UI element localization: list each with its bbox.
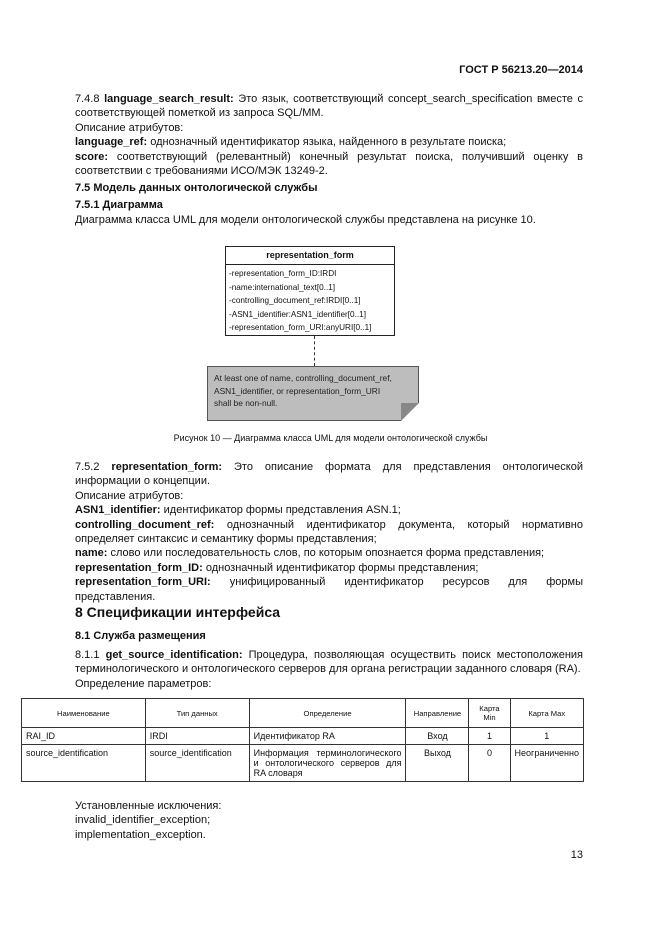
uml-attribute: -representation_form_ID:IRDI [229,269,337,278]
clause-number: 7.4.8 [75,93,105,105]
table-row [22,745,584,782]
page-number: 13 [570,849,583,861]
column-header: Наименование [22,699,146,728]
table-cell: Идентификатор RA [249,728,406,745]
uml-note-line: At least one of name, controlling_document_ref, [214,373,392,383]
attr-text: соответствующий (релевантный) конечный результат поиска, получивший оценку в соответствии с требованиями ИСО/МЭК 13249-2. [75,150,583,178]
attr-text: унифицированный идентификатор ресурсов для формы представления. [75,576,583,603]
column-header: Карта Min [469,699,510,728]
paragraph-7-5-1: Диаграмма класса UML для модели онтологической службы представлена на рисунке 10. [75,214,536,226]
table-cell: RAI_ID [22,728,146,745]
uml-note [207,366,419,421]
column-header: Определение [249,699,406,728]
attrs-heading: Описание атрибутов: [75,489,184,502]
clause-text: Это язык, соответствующий concept_search_specification вместе с соответствующей пометкой из запроса SQL/MM. [75,93,583,120]
exception-item: implementation_exception. [75,828,206,841]
attr-term: score: [75,150,109,163]
table-cell: Информация терминологического и онтологического серверов для RA словаря [249,745,406,782]
paragraph-8-1-1 [75,648,583,691]
section-title-7-5-1: 7.5.1 Диаграмма [75,199,163,211]
clause-text: Процедура, позволяющая осуществить поиск местоположения терминологического и онтологического серверов для органа регистрации заданного словаря (RA). [75,649,583,676]
uml-note-connector [314,336,315,366]
table-cell: IRDI [145,728,249,745]
attr-term: name: [75,547,108,560]
section-title-8-1: 8.1 Служба размещения [75,630,206,642]
uml-attribute: -name:international_text[0..1] [229,282,336,292]
term-get-source-identification: get_source_identification: [105,649,243,661]
table-cell: 1 [469,728,510,745]
attr-term: representation_form_ID: [75,561,203,574]
section-title-8: 8 Спецификации интерфейса [75,604,281,620]
attr-term: controlling_document_ref: [75,518,215,531]
attr-text: однозначный идентификатор формы представления; [202,561,479,574]
column-header: Тип данных [145,699,249,728]
attr-text: однозначный идентификатор языка, найденного в результате поиска; [147,136,507,149]
term-representation-form: representation_form: [111,461,223,473]
table-cell: 1 [510,728,583,745]
figure-caption: Рисунок 10 — Диаграмма класса UML для модели онтологической службы [173,433,488,443]
parameters-table [21,698,584,782]
exceptions-block [75,799,583,842]
attrs-heading: Описание атрибутов: [75,121,184,134]
table-cell: source_identification [22,745,146,782]
uml-note-fold [401,403,419,421]
uml-class-box [225,246,395,336]
table-cell: source_identification [145,745,249,782]
clause-number: 8.1.1 [75,649,106,661]
attr-text: идентификатор формы представления ASN.1; [160,504,401,517]
paragraph-7-5-2 [75,460,583,604]
column-header: Направление [406,699,469,728]
column-header: Карта Max [510,699,583,728]
attr-text: слово или последовательность слов, по которым опознается форма представления; [107,547,545,560]
uml-note-line: ASN1_identifier, or representation_form_URI [214,385,381,396]
attr-term: ASN1_identifier: [75,504,161,517]
table-row [22,728,584,745]
uml-attribute: -controlling_document_ref:IRDI[0..1] [229,296,361,306]
attr-text: однозначный идентификатор документа, который нормативно определяет синтаксис и семантику формы представления; [75,518,583,546]
table-cell: Неограниченно [510,745,583,782]
exceptions-heading: Установленные исключения: [75,800,222,812]
uml-attribute-list [226,265,394,335]
table-cell: Выход [406,745,469,782]
exception-item: invalid_identifier_exception; [75,814,211,827]
document-header: ГОСТ Р 56213.20—2014 [459,64,583,76]
uml-attribute: -ASN1_identifier:ASN1_identifier[0..1] [229,309,366,319]
section-title-7-5: 7.5 Модель данных онтологической службы [75,182,318,194]
table-cell: 0 [469,745,510,782]
uml-attribute: -representation_form_URI:anyURI[0..1] [229,323,372,333]
paragraph-7-4-8 [75,92,583,178]
params-heading: Определение параметров: [75,677,212,690]
attr-term: representation_form_URI: [75,576,211,589]
uml-note-line: shall be non-null. [214,398,278,409]
uml-class-name: representation_form [226,247,394,265]
table-header-row [22,699,584,728]
attr-term: language_ref: [75,136,148,149]
table-cell: Вход [406,728,469,745]
term-language-search-result: language_search_result: [104,93,234,105]
clause-number: 7.5.2 [75,461,112,473]
clause-text: Это описание формата для представления онтологической информации о концепции. [75,461,583,488]
